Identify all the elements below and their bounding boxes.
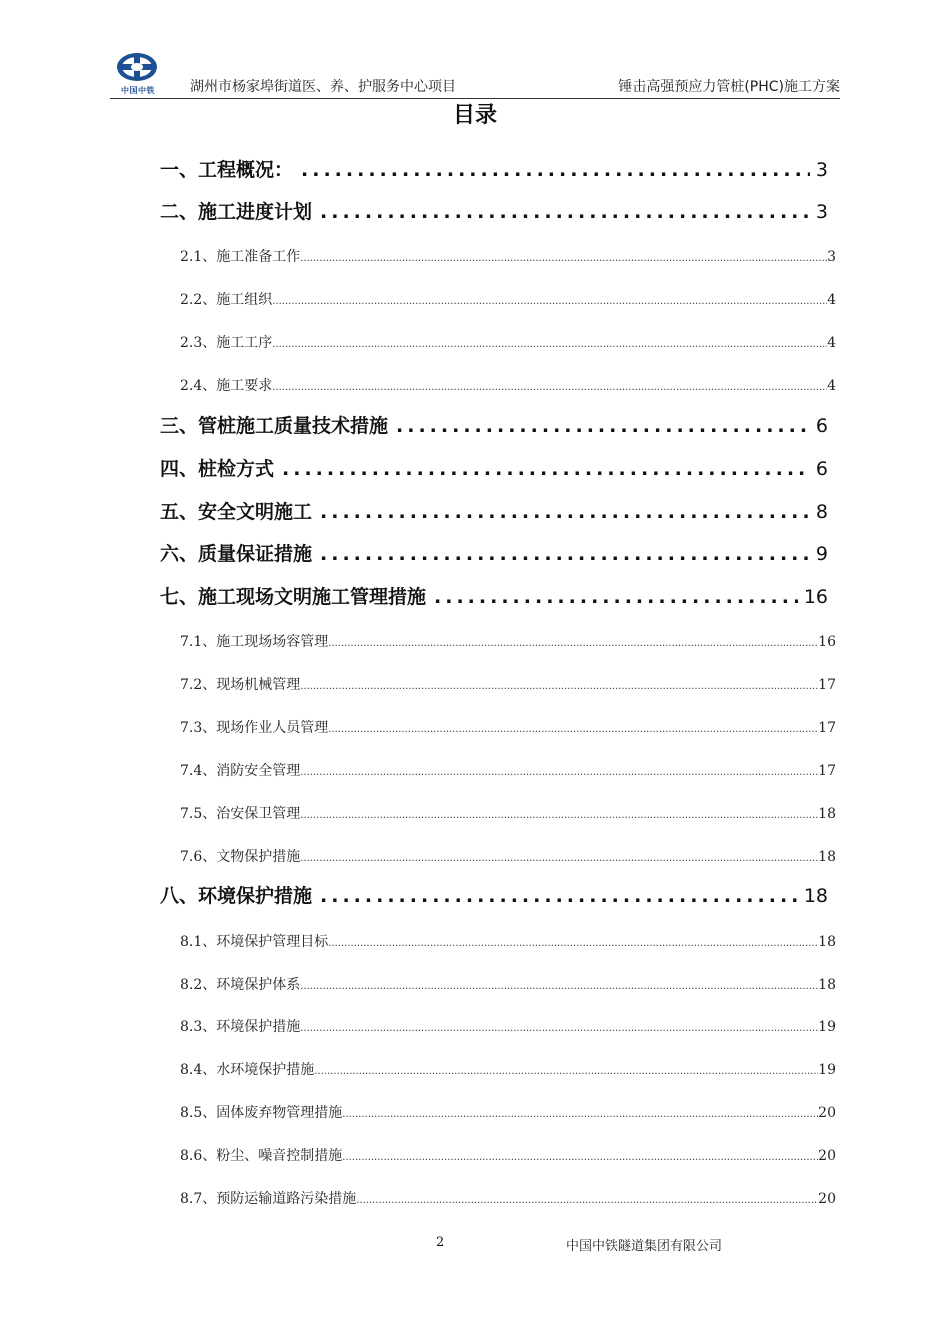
- toc-entry[interactable]: [180, 246, 836, 266]
- toc-entry[interactable]: [180, 631, 836, 651]
- toc-entry[interactable]: [180, 931, 836, 951]
- toc-entry[interactable]: [160, 582, 828, 612]
- toc-entry-label: 2.3、施工工序: [180, 335, 273, 351]
- toc-entry-page: 9: [815, 543, 828, 565]
- toc-entry[interactable]: [160, 197, 828, 227]
- crec-logo-icon: [110, 52, 164, 88]
- toc-leader-dots: [328, 724, 818, 735]
- toc-entry[interactable]: [160, 881, 828, 911]
- toc-entry-page: 20: [818, 1191, 836, 1207]
- toc-leader-dots: [300, 1023, 818, 1034]
- toc-entry-label: 2.2、施工组织: [180, 292, 273, 308]
- logo-text: 中国中铁: [121, 86, 155, 95]
- toc-entry[interactable]: [180, 289, 836, 309]
- toc-entry-page: 19: [818, 1062, 836, 1078]
- toc-entry-label: 2.4、施工要求: [180, 378, 273, 394]
- toc-entry-page: 18: [818, 806, 836, 822]
- header-project-name: 湖州市杨家埠街道医、养、护服务中心项目: [190, 79, 456, 95]
- toc-entry-page: 16: [818, 634, 836, 650]
- toc-leader-dots: [342, 1109, 818, 1120]
- toc-entry-page: 6: [815, 415, 828, 437]
- footer-company-name: 中国中铁隧道集团有限公司: [566, 1239, 723, 1254]
- toc-entry-page: 4: [827, 378, 836, 394]
- page-header: [110, 50, 840, 99]
- toc-entry[interactable]: [160, 454, 828, 484]
- toc-entry-label: 一、工程概况：: [160, 159, 294, 181]
- toc-entry-page: 18: [803, 885, 828, 907]
- toc-entry-label: 八、环境保护措施: [160, 885, 313, 907]
- toc-title: 目录: [452, 103, 497, 128]
- toc-entry[interactable]: [160, 539, 828, 569]
- toc-entry[interactable]: [180, 1188, 836, 1208]
- toc-entry-page: 6: [815, 458, 828, 480]
- toc-entry-label: 七、施工现场文明施工管理措施: [160, 586, 427, 608]
- toc-entry-page: 3: [815, 159, 828, 181]
- company-logo: [110, 52, 164, 96]
- toc-entry-page: 16: [803, 586, 828, 608]
- toc-entry-page: 18: [818, 977, 836, 993]
- toc-entry[interactable]: [160, 497, 828, 527]
- toc-entry-page: 17: [818, 763, 836, 779]
- footer-page-number: 2: [436, 1235, 445, 1250]
- toc-entry[interactable]: [160, 411, 828, 441]
- toc-leader-dots: [388, 415, 810, 437]
- toc-leader-dots: [300, 767, 818, 778]
- toc-leader-dots: [342, 1152, 818, 1163]
- toc-entry-label: 8.3、环境保护措施: [180, 1019, 301, 1035]
- toc-entry[interactable]: [180, 1102, 836, 1122]
- toc-entry-page: 18: [818, 849, 836, 865]
- toc-entry[interactable]: [180, 846, 836, 866]
- toc-entry-label: 8.7、预防运输道路污染措施: [180, 1191, 357, 1207]
- toc-entry[interactable]: [180, 803, 836, 823]
- toc-entry[interactable]: [180, 717, 836, 737]
- toc-entry-label: 六、质量保证措施: [160, 543, 313, 565]
- toc-entry-label: 8.5、固体废弃物管理措施: [180, 1105, 343, 1121]
- toc-entry-label: 7.3、现场作业人员管理: [180, 720, 329, 736]
- toc-entry[interactable]: [160, 155, 828, 185]
- toc-entry-label: 7.1、施工现场场容管理: [180, 634, 329, 650]
- toc-leader-dots: [300, 810, 818, 821]
- toc-entry[interactable]: [180, 760, 836, 780]
- toc-entry-page: 17: [818, 720, 836, 736]
- toc-leader-dots: [312, 885, 798, 907]
- toc-leader-dots: [312, 543, 810, 565]
- toc-leader-dots: [314, 1066, 818, 1077]
- toc-entry-label: 7.5、治安保卫管理: [180, 806, 301, 822]
- toc-entry-label: 三、管桩施工质量技术措施: [160, 415, 389, 437]
- toc-entry-label: 8.1、环境保护管理目标: [180, 934, 329, 950]
- toc-leader-dots: [293, 159, 810, 181]
- toc-leader-dots: [300, 853, 818, 864]
- toc-leader-dots: [328, 638, 818, 649]
- toc-entry[interactable]: [180, 674, 836, 694]
- toc-entry-label: 7.6、文物保护措施: [180, 849, 301, 865]
- toc-entry-page: 20: [818, 1105, 836, 1121]
- toc-leader-dots: [300, 253, 827, 264]
- toc-leader-dots: [300, 681, 818, 692]
- toc-entry-label: 7.2、现场机械管理: [180, 677, 301, 693]
- toc-entry[interactable]: [180, 1016, 836, 1036]
- toc-leader-dots: [426, 586, 798, 608]
- toc-leader-dots: [312, 201, 810, 223]
- toc-entry-label: 2.1、施工准备工作: [180, 249, 301, 265]
- toc-entry-label: 二、施工进度计划: [160, 201, 313, 223]
- toc-entry-page: 18: [818, 934, 836, 950]
- header-document-title: 锤击高强预应力管桩(PHC)施工方案: [618, 79, 840, 95]
- toc-leader-dots: [272, 296, 827, 307]
- toc-entry-label: 8.4、水环境保护措施: [180, 1062, 315, 1078]
- toc-entry-label: 8.6、粉尘、噪音控制措施: [180, 1148, 343, 1164]
- toc-entry-page: 4: [827, 292, 836, 308]
- toc-entry-page: 3: [815, 201, 828, 223]
- toc-leader-dots: [312, 501, 810, 523]
- toc-entry-label: 7.4、消防安全管理: [180, 763, 301, 779]
- toc-leader-dots: [272, 382, 827, 393]
- toc-leader-dots: [300, 981, 818, 992]
- toc-leader-dots: [356, 1195, 818, 1206]
- toc-entry[interactable]: [180, 375, 836, 395]
- toc-leader-dots: [274, 458, 810, 480]
- toc-entry-page: 3: [827, 249, 836, 265]
- toc-entry-label: 四、桩检方式: [160, 458, 275, 480]
- toc-entry-label: 五、安全文明施工: [160, 501, 313, 523]
- toc-entry-page: 4: [827, 335, 836, 351]
- toc-entry-label: 8.2、环境保护体系: [180, 977, 301, 993]
- toc-leader-dots: [272, 339, 827, 350]
- toc-entry-page: 17: [818, 677, 836, 693]
- toc-leader-dots: [328, 938, 818, 949]
- toc-entry[interactable]: [180, 332, 836, 352]
- toc-entry[interactable]: [180, 1059, 836, 1079]
- toc-entry[interactable]: [180, 1145, 836, 1165]
- toc-entry-page: 8: [815, 501, 828, 523]
- toc-entry[interactable]: [180, 974, 836, 994]
- toc-entry-page: 20: [818, 1148, 836, 1164]
- toc-entry-page: 19: [818, 1019, 836, 1035]
